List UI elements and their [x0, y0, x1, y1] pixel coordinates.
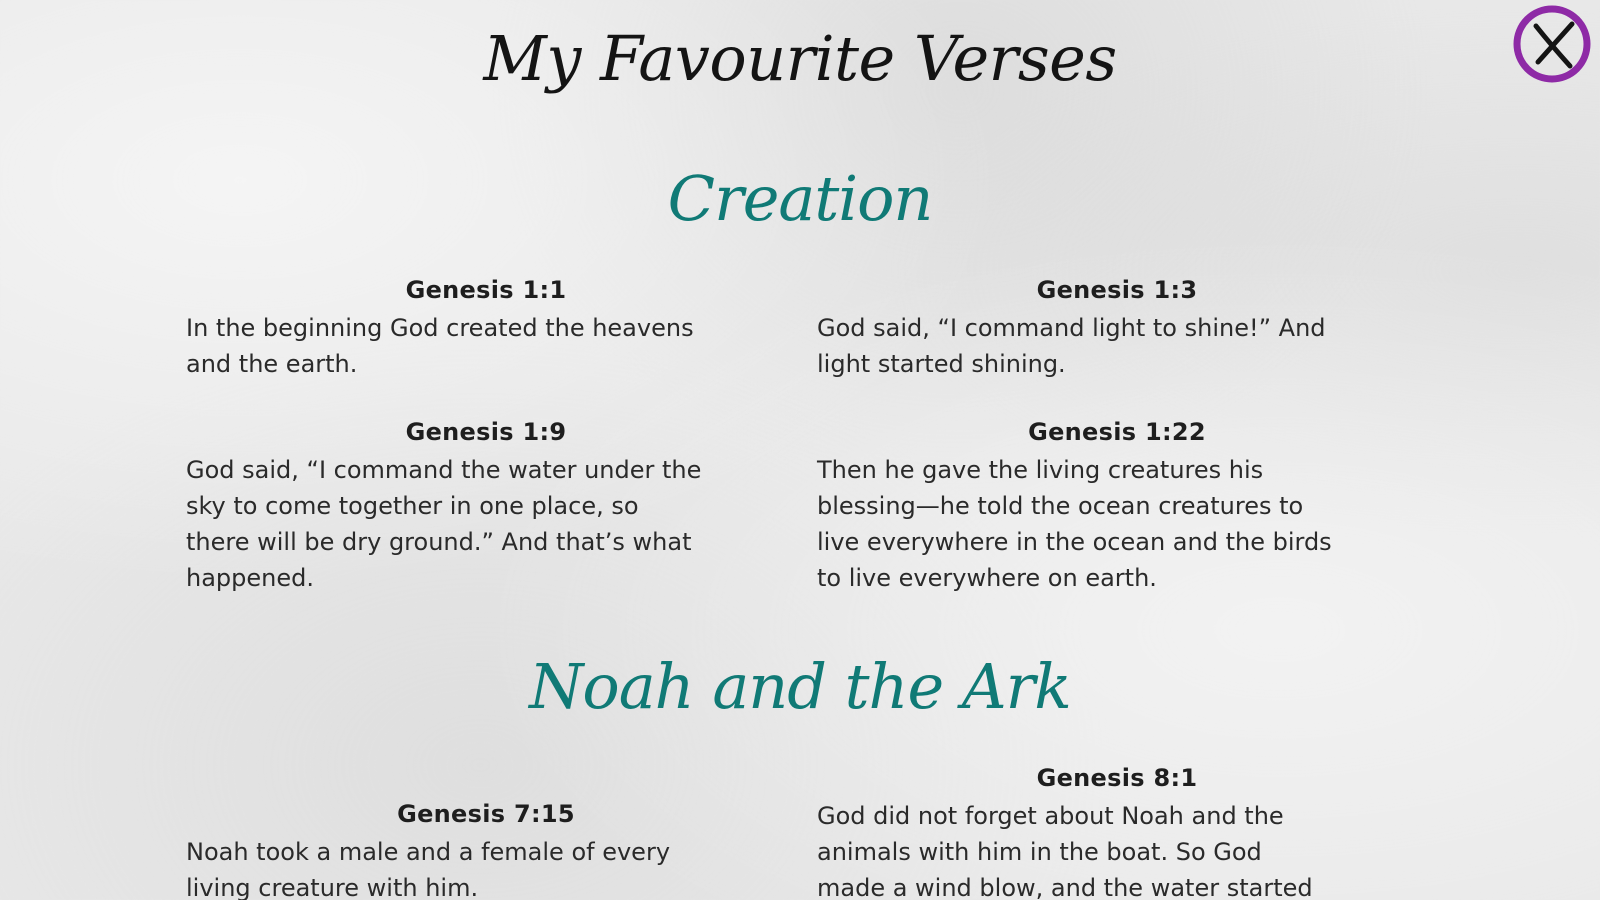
close-button[interactable]	[1512, 4, 1592, 84]
close-x-icon	[1512, 4, 1592, 84]
verse-reference: Genesis 8:1	[1036, 764, 1198, 792]
verse-text: Noah took a male and a female of every living creature with him.	[186, 838, 671, 900]
verse-reference: Genesis 1:1	[405, 276, 567, 304]
verse-reference: Genesis 1:3	[1036, 276, 1198, 304]
verse-genesis-1-3	[817, 276, 1417, 382]
verse-reference: Genesis 7:15	[397, 800, 575, 828]
verse-text: God said, “I command the water under the sky to come together in one place, so there will be dry ground.” And that’s what happened.	[186, 456, 702, 592]
section-title-noah-and-the-ark: Noah and the Ark	[529, 650, 1071, 723]
verse-genesis-1-1	[186, 276, 786, 382]
verse-genesis-1-22	[817, 418, 1417, 596]
page-title: My Favourite Verses	[483, 22, 1117, 95]
verse-genesis-7-15	[186, 800, 786, 900]
verse-text: In the beginning God created the heavens and the earth.	[186, 314, 694, 378]
verse-text: Then he gave the living creatures his blessing—he told the ocean creatures to live everywhere in the ocean and the birds to live everywhere on earth.	[817, 456, 1332, 592]
verse-reference: Genesis 1:22	[1028, 418, 1206, 446]
section-title-creation: Creation	[667, 162, 933, 235]
verse-reference: Genesis 1:9	[405, 418, 567, 446]
verse-genesis-8-1	[817, 764, 1417, 900]
verse-genesis-1-9	[186, 418, 786, 596]
verse-text: God did not forget about Noah and the animals with him in the boat. So God made a wind blow, and the water started	[817, 802, 1313, 900]
verse-text: God said, “I command light to shine!” And light started shining.	[817, 314, 1326, 378]
